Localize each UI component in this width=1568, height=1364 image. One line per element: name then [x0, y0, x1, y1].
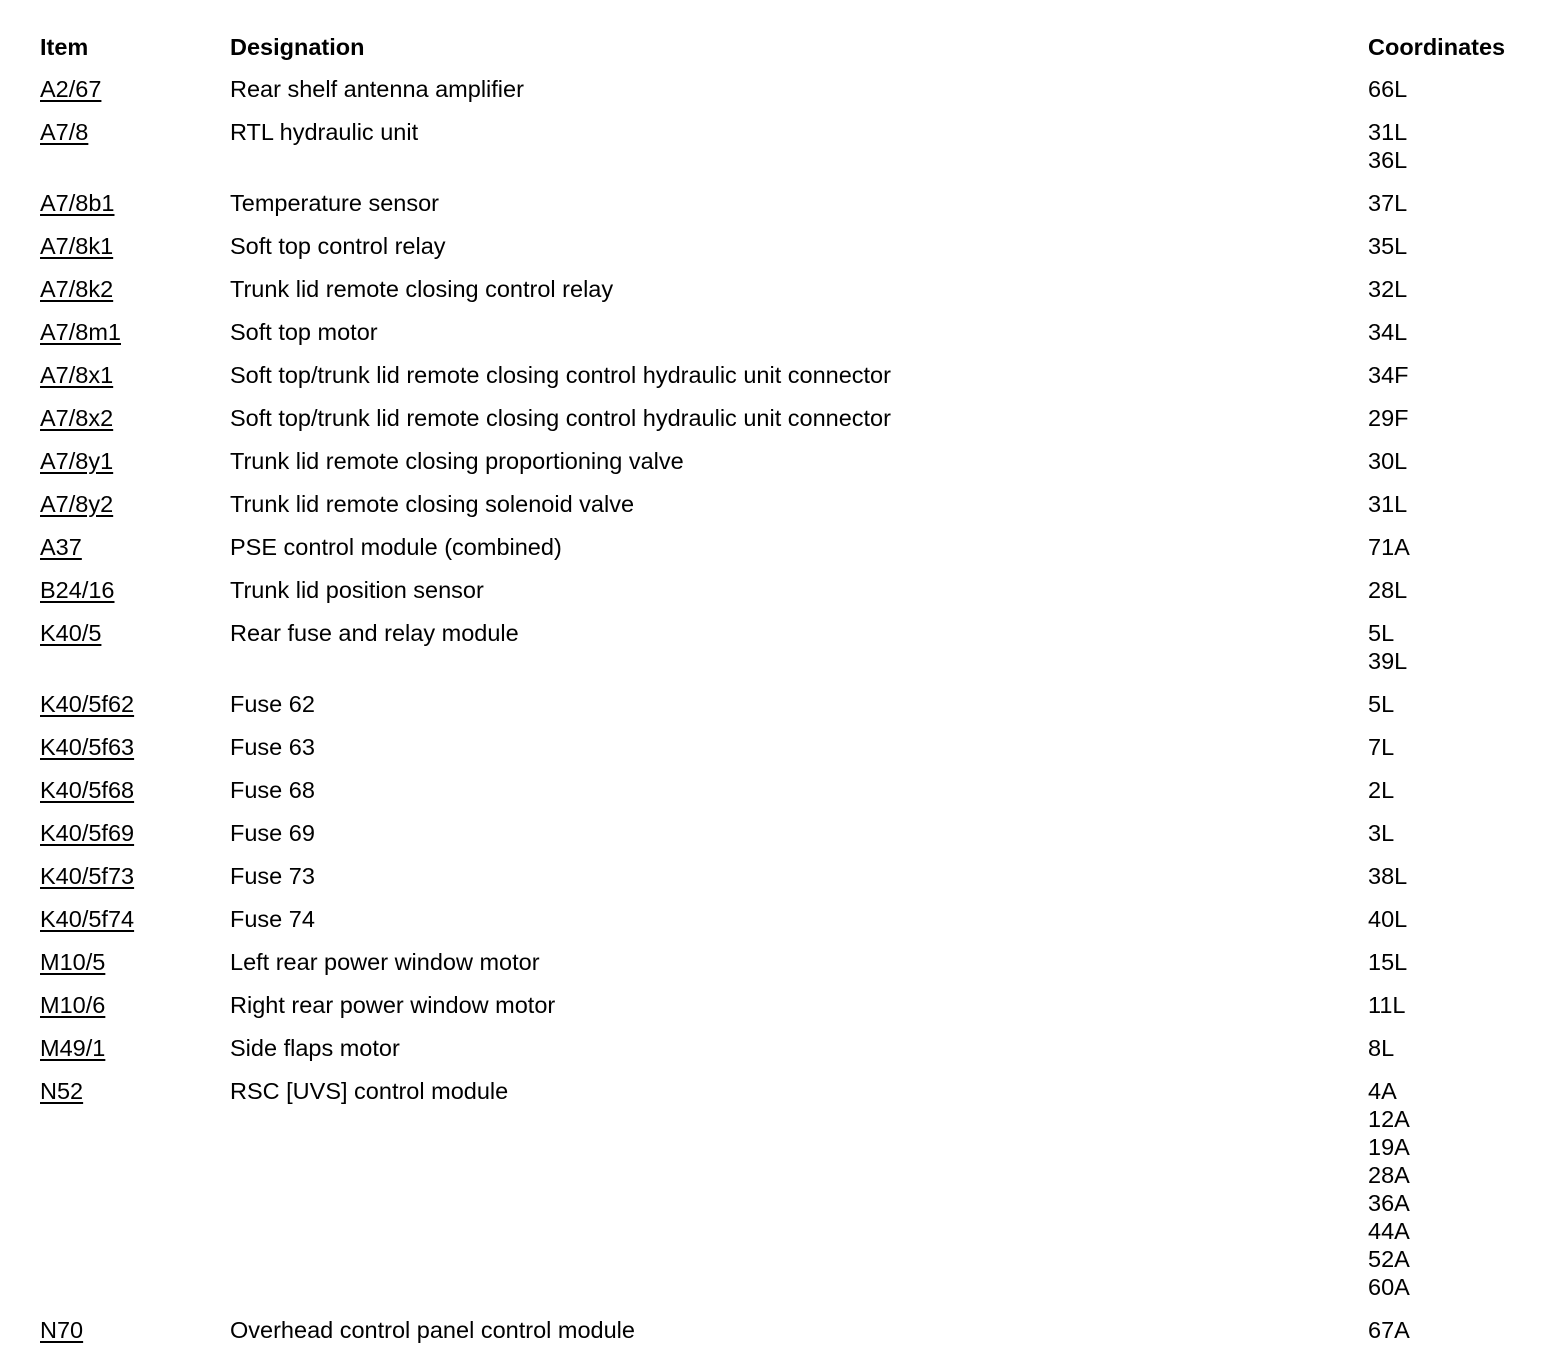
designation-text: Fuse 74 [230, 906, 315, 932]
coordinates-cell [1368, 991, 1405, 1019]
coordinate-value: 31L [1368, 119, 1408, 145]
item-link[interactable]: A7/8y1 [40, 448, 114, 474]
item-link[interactable]: A7/8m1 [40, 319, 121, 345]
coordinate-value: 36A [1368, 1190, 1410, 1216]
coordinates-cell [1368, 619, 1407, 675]
designation-text: Soft top/trunk lid remote closing control hydraulic unit connector [230, 362, 891, 388]
coordinates-cell [1368, 1077, 1410, 1301]
designation-text: Right rear power window motor [230, 992, 556, 1018]
coordinates-cell [1368, 862, 1407, 890]
table-row [0, 404, 1568, 432]
coordinates-cell [1368, 318, 1407, 346]
designation-text: Trunk lid position sensor [230, 577, 484, 603]
item-link[interactable]: K40/5f68 [40, 777, 135, 803]
coordinate-value: 39L [1368, 648, 1408, 674]
item-link[interactable]: A7/8b1 [40, 190, 115, 216]
designation-text: Temperature sensor [230, 190, 439, 216]
table-row [0, 991, 1568, 1019]
coordinate-value: 30L [1368, 448, 1408, 474]
coordinate-value: 40L [1368, 906, 1408, 932]
coordinate-value: 38L [1368, 863, 1408, 889]
item-link[interactable]: K40/5f62 [40, 691, 135, 717]
designation-text: Overhead control panel control module [230, 1317, 635, 1343]
coordinates-cell [1368, 275, 1407, 303]
coordinates-cell [1368, 189, 1407, 217]
table-row [0, 733, 1568, 761]
item-link[interactable]: A2/67 [40, 76, 102, 102]
designation-text: Rear fuse and relay module [230, 620, 519, 646]
coordinate-value: 3L [1368, 820, 1395, 846]
table-row [0, 1034, 1568, 1062]
item-link[interactable]: A7/8 [40, 119, 89, 145]
coordinate-value: 29F [1368, 405, 1409, 431]
coordinates-cell [1368, 733, 1394, 761]
designation-text: Soft top motor [230, 319, 378, 345]
coordinates-cell [1368, 690, 1394, 718]
table-row [0, 948, 1568, 976]
table-row [0, 619, 1568, 675]
coordinates-cell [1368, 1034, 1394, 1062]
coordinates-cell [1368, 118, 1407, 174]
item-link[interactable]: B24/16 [40, 577, 115, 603]
designation-text: PSE control module (combined) [230, 534, 562, 560]
coordinate-value: 71A [1368, 534, 1410, 560]
item-link[interactable]: M10/5 [40, 949, 106, 975]
coordinate-value: 8L [1368, 1035, 1395, 1061]
coordinate-value: 67A [1368, 1317, 1410, 1343]
designation-text: Fuse 73 [230, 863, 315, 889]
coordinate-value: 7L [1368, 734, 1395, 760]
designation-text: Trunk lid remote closing solenoid valve [230, 491, 635, 517]
designation-text: RSC [UVS] control module [230, 1078, 509, 1104]
table-row [0, 318, 1568, 346]
table-row [0, 490, 1568, 518]
coordinates-cell [1368, 1316, 1410, 1344]
coordinate-value: 5L [1368, 620, 1395, 646]
table-row [0, 533, 1568, 561]
item-link[interactable]: A7/8x1 [40, 362, 114, 388]
item-link[interactable]: M49/1 [40, 1035, 106, 1061]
coordinate-value: 44A [1368, 1218, 1410, 1244]
designation-column-header: Designation [230, 34, 365, 60]
item-link[interactable]: K40/5f74 [40, 906, 135, 932]
coordinates-cell [1368, 776, 1394, 804]
coordinates-cell [1368, 404, 1409, 432]
coordinates-cell [1368, 232, 1407, 260]
item-link[interactable]: A7/8k2 [40, 276, 114, 302]
table-row [0, 690, 1568, 718]
table-row [0, 905, 1568, 933]
table-body [0, 75, 1568, 1344]
coordinate-value: 15L [1368, 949, 1408, 975]
coordinate-value: 37L [1368, 190, 1408, 216]
coordinate-value: 11L [1368, 992, 1406, 1018]
designation-text: Fuse 69 [230, 820, 315, 846]
coordinates-cell [1368, 576, 1407, 604]
item-link[interactable]: K40/5f63 [40, 734, 135, 760]
table-row [0, 189, 1568, 217]
coordinates-cell [1368, 361, 1409, 389]
coordinate-value: 19A [1368, 1134, 1410, 1160]
item-link[interactable]: A37 [40, 534, 82, 560]
designation-text: Fuse 68 [230, 777, 315, 803]
table-row [0, 819, 1568, 847]
designation-text: Rear shelf antenna amplifier [230, 76, 524, 102]
designation-text: Trunk lid remote closing control relay [230, 276, 614, 302]
coordinate-value: 12A [1368, 1106, 1410, 1132]
table-row [0, 776, 1568, 804]
designation-text: Soft top control relay [230, 233, 446, 259]
item-column-header: Item [40, 34, 89, 60]
coordinate-value: 36L [1368, 147, 1408, 173]
coordinates-cell [1368, 75, 1407, 103]
table-row [0, 361, 1568, 389]
coordinate-value: 32L [1368, 276, 1408, 302]
coordinates-cell [1368, 819, 1394, 847]
coordinate-value: 31L [1368, 491, 1408, 517]
coordinate-value: 60A [1368, 1274, 1410, 1300]
designation-text: Fuse 63 [230, 734, 315, 760]
coordinates-cell [1368, 905, 1407, 933]
item-link[interactable]: K40/5f73 [40, 863, 135, 889]
coordinate-value: 34L [1368, 319, 1408, 345]
item-link[interactable]: K40/5 [40, 620, 102, 646]
item-link[interactable]: A7/8y2 [40, 491, 114, 517]
coordinate-value: 2L [1368, 777, 1395, 803]
coordinates-cell [1368, 533, 1410, 561]
item-link[interactable]: M10/6 [40, 992, 106, 1018]
table-row [0, 1077, 1568, 1301]
designation-text: Trunk lid remote closing proportioning valve [230, 448, 684, 474]
table-row [0, 275, 1568, 303]
item-link[interactable]: K40/5f69 [40, 820, 135, 846]
designation-text: Left rear power window motor [230, 949, 540, 975]
table-row [0, 118, 1568, 174]
coordinate-value: 66L [1368, 76, 1408, 102]
coordinate-value: 28L [1368, 577, 1408, 603]
coordinates-cell [1368, 490, 1407, 518]
coordinate-value: 34F [1368, 362, 1409, 388]
table-row [0, 1316, 1568, 1344]
table-row [0, 862, 1568, 890]
coordinate-value: 5L [1368, 691, 1395, 717]
table-row [0, 75, 1568, 103]
coordinate-value: 4A [1368, 1078, 1397, 1104]
table-row [0, 232, 1568, 260]
coordinate-value: 28A [1368, 1162, 1410, 1188]
designation-text: Soft top/trunk lid remote closing control hydraulic unit connector [230, 405, 891, 431]
table-row [0, 576, 1568, 604]
item-link[interactable]: N52 [40, 1078, 84, 1104]
designation-text: Side flaps motor [230, 1035, 400, 1061]
header-row [0, 33, 1568, 61]
coordinates-column-header: Coordinates [1368, 34, 1506, 60]
coordinate-value: 52A [1368, 1246, 1410, 1272]
item-link[interactable]: A7/8k1 [40, 233, 114, 259]
designation-text: RTL hydraulic unit [230, 119, 419, 145]
coordinates-cell [1368, 948, 1407, 976]
table-row [0, 447, 1568, 475]
coordinate-value: 35L [1368, 233, 1408, 259]
coordinates-cell [1368, 447, 1407, 475]
item-link[interactable]: N70 [40, 1317, 84, 1343]
item-link[interactable]: A7/8x2 [40, 405, 114, 431]
designation-text: Fuse 62 [230, 691, 315, 717]
